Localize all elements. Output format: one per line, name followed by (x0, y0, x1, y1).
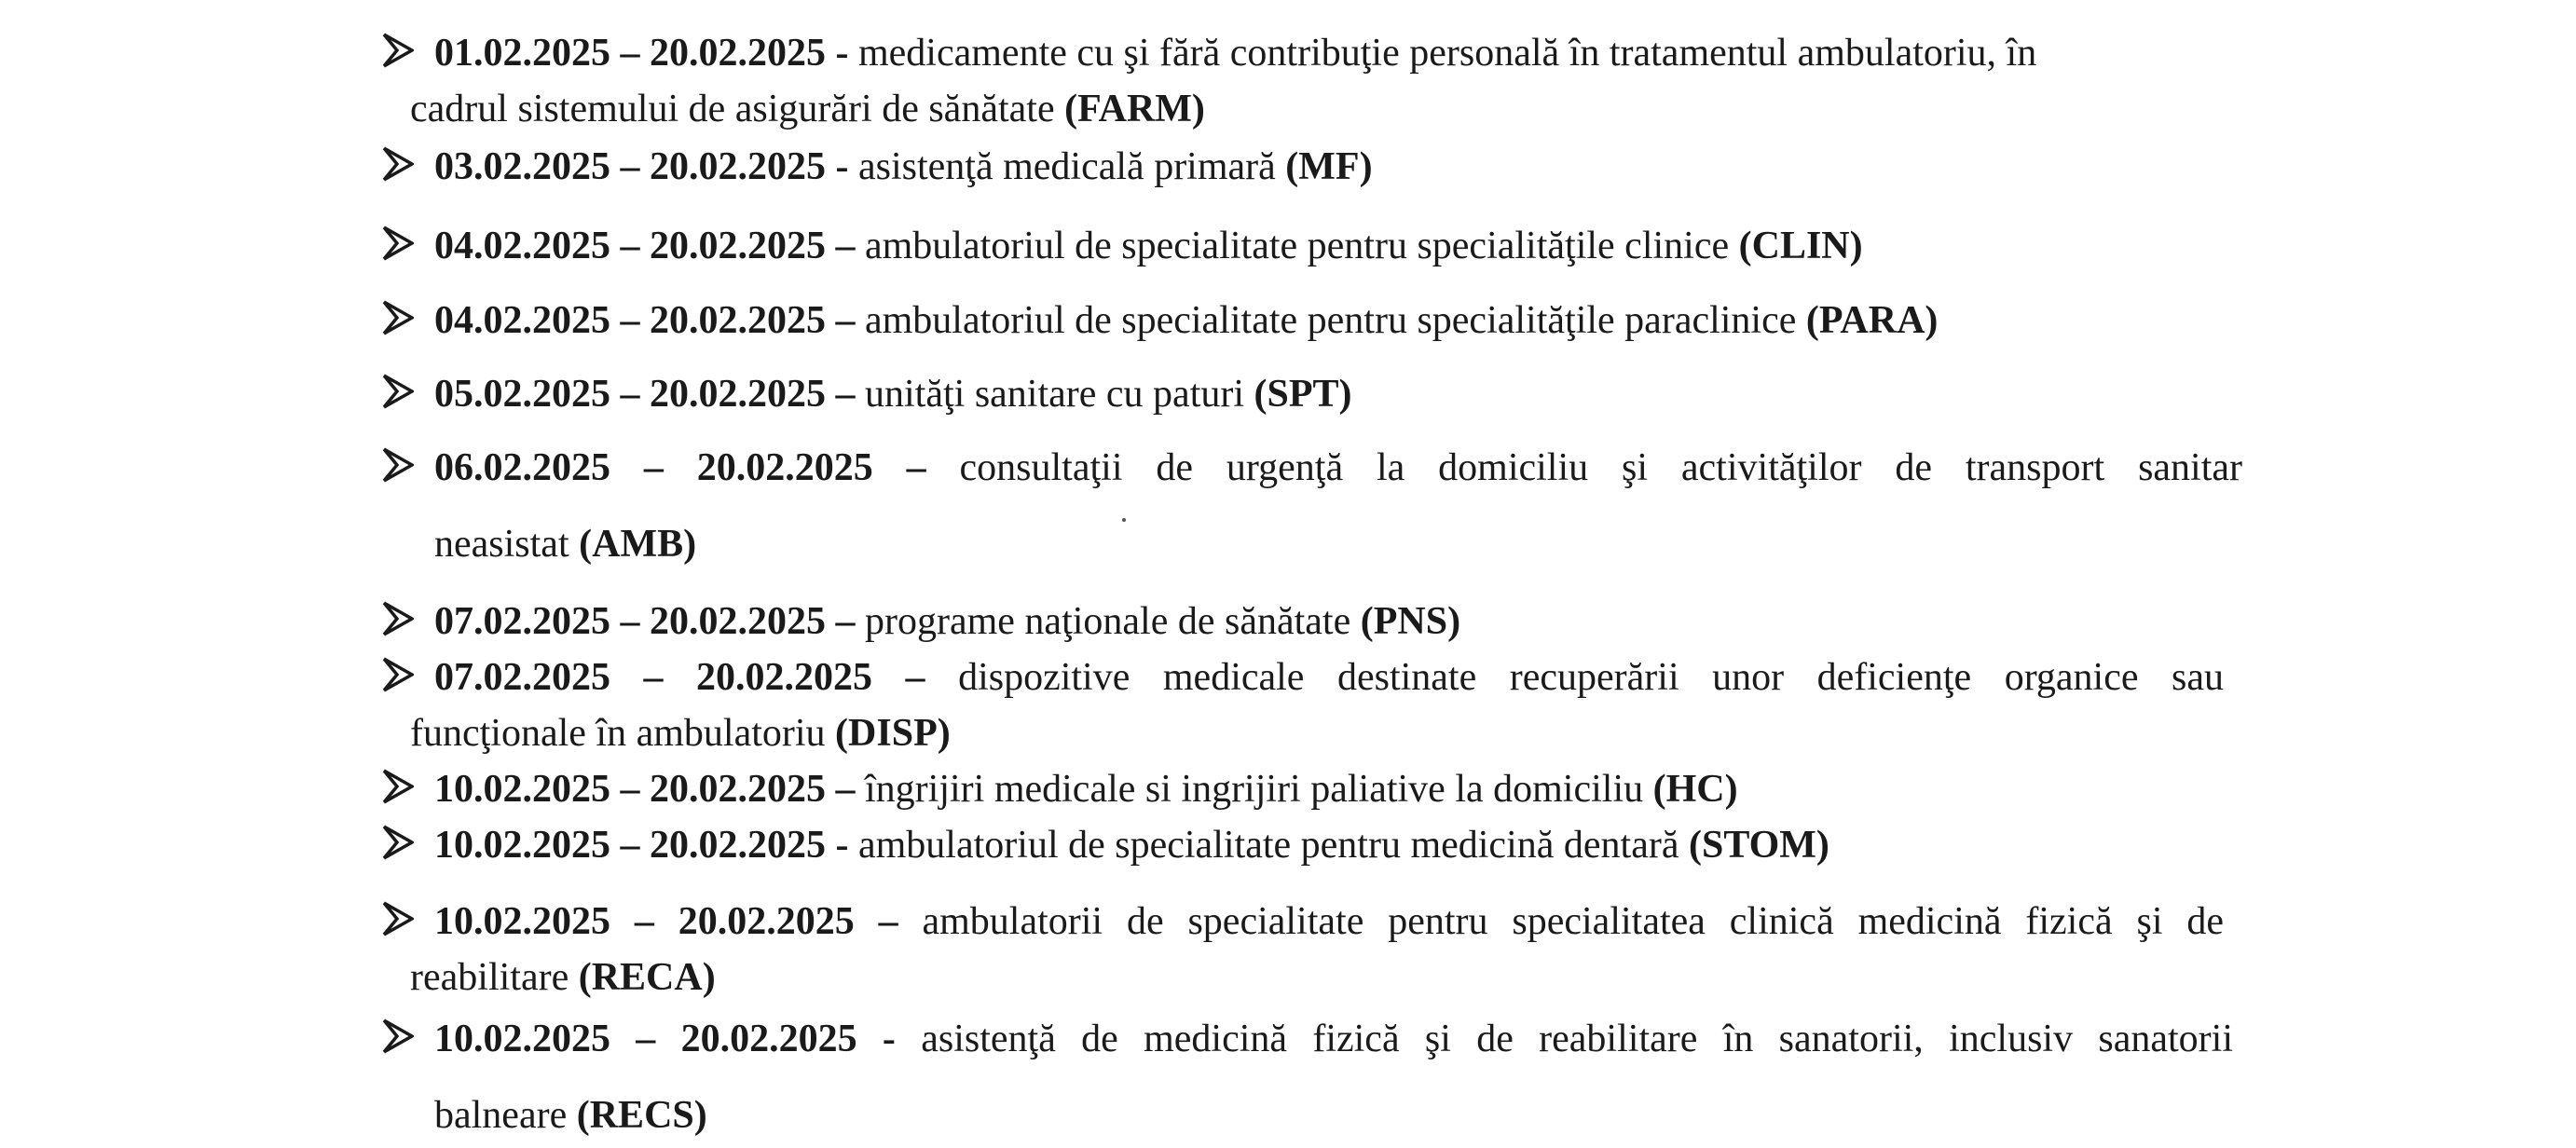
item-code: (PARA) (1805, 299, 1939, 342)
item-code: (MF) (1285, 145, 1373, 188)
arrowhead-bullet-icon (382, 446, 414, 484)
separator: – (826, 299, 865, 342)
date-range: 10.02.2025 – 20.02.2025 (434, 768, 826, 811)
separator: - (826, 32, 858, 75)
item-description: asistenţă de medicină fizică şi de reabilitare în sanatorii, inclusiv sanatorii (921, 1018, 2234, 1060)
item-code: (PNS) (1360, 600, 1461, 643)
item-code: (HC) (1652, 768, 1738, 811)
item-description: programe naţionale de sănătate (865, 600, 1351, 643)
date-range: 01.02.2025 – 20.02.2025 (434, 32, 826, 75)
item-code: (RECS) (576, 1094, 707, 1137)
separator: - (826, 824, 858, 867)
separator: – (826, 768, 865, 811)
item-description-cont: neasistat (434, 523, 569, 566)
date-range: 07.02.2025 – 20.02.2025 (434, 656, 873, 699)
arrowhead-bullet-icon (382, 225, 414, 262)
item-description: ambulatoriul de specialitate pentru specialităţile paraclinice (865, 299, 1797, 342)
item-description-cont: reabilitare (410, 956, 569, 999)
date-range: 03.02.2025 – 20.02.2025 (434, 145, 826, 188)
item-description: dispozitive medicale destinate recuperării unor deficienţe organice sau (958, 656, 2225, 699)
list-item (382, 896, 2237, 1008)
date-range: 10.02.2025 – 20.02.2025 (434, 824, 826, 867)
item-description-cont: balneare (434, 1094, 568, 1137)
list-item (382, 596, 2237, 652)
arrowhead-bullet-icon (382, 32, 414, 69)
separator: – (854, 900, 923, 943)
list-item (382, 369, 2237, 425)
date-range: 07.02.2025 – 20.02.2025 (434, 600, 826, 643)
arrowhead-bullet-icon (382, 1018, 414, 1055)
arrowhead-bullet-icon (382, 299, 414, 336)
list-item (382, 652, 2237, 764)
date-range: 06.02.2025 – 20.02.2025 (434, 446, 873, 489)
item-description: consultaţii de urgenţă la domiciliu şi activităţilor de transport sanitar (959, 446, 2243, 489)
list-item (382, 764, 2237, 820)
item-description: unităţi sanitare cu paturi (865, 373, 1245, 416)
item-code: (FARM) (1064, 88, 1205, 130)
item-code: (CLIN) (1738, 225, 1863, 267)
item-description-cont: funcţionale în ambulatoriu (410, 712, 826, 755)
scan-speck (1122, 518, 1126, 522)
item-code: (DISP) (835, 712, 951, 755)
separator: – (872, 446, 960, 489)
arrowhead-bullet-icon (382, 600, 414, 637)
arrowhead-bullet-icon (382, 373, 414, 410)
item-description: ambulatoriul de specialitate pentru medicină dentară (858, 824, 1679, 867)
item-description: medicamente cu şi fără contribuţie personală în tratamentul ambulatoriu, în (858, 32, 2037, 75)
separator: – (826, 373, 865, 416)
date-range: 10.02.2025 – 20.02.2025 (434, 1018, 857, 1060)
list-item (382, 443, 2243, 573)
arrowhead-bullet-icon (382, 145, 414, 183)
arrowhead-bullet-icon (382, 900, 414, 937)
separator: – (826, 600, 865, 643)
date-range: 04.02.2025 – 20.02.2025 (434, 225, 826, 267)
list-item (382, 221, 2237, 277)
arrowhead-bullet-icon (382, 768, 414, 805)
list-item (382, 295, 2237, 351)
separator: – (872, 656, 959, 699)
item-code: (RECA) (578, 956, 716, 999)
list-item (382, 142, 2237, 198)
list-item (382, 28, 2237, 140)
date-range: 04.02.2025 – 20.02.2025 (434, 299, 826, 342)
list-item (382, 1014, 2237, 1144)
date-range: 10.02.2025 – 20.02.2025 (434, 900, 855, 943)
item-code: (AMB) (579, 523, 697, 566)
separator: – (826, 225, 865, 267)
list-item (382, 820, 2237, 876)
separator: - (826, 145, 858, 188)
date-range: 05.02.2025 – 20.02.2025 (434, 373, 826, 416)
item-code: (SPT) (1254, 373, 1352, 416)
item-description: asistenţă medicală primară (858, 145, 1276, 188)
item-description: ambulatorii de specialitate pentru specialitatea clinică medicină fizică şi de (922, 900, 2225, 943)
item-code: (STOM) (1688, 824, 1829, 867)
item-description-cont: cadrul sistemului de asigurări de sănătate (410, 88, 1055, 130)
item-description: ambulatoriul de specialitate pentru specialităţile clinice (865, 225, 1730, 267)
arrowhead-bullet-icon (382, 824, 414, 861)
arrowhead-bullet-icon (382, 656, 414, 693)
separator: - (856, 1018, 922, 1060)
item-description: îngrijiri medicale si ingrijiri paliative la domiciliu (865, 768, 1644, 811)
